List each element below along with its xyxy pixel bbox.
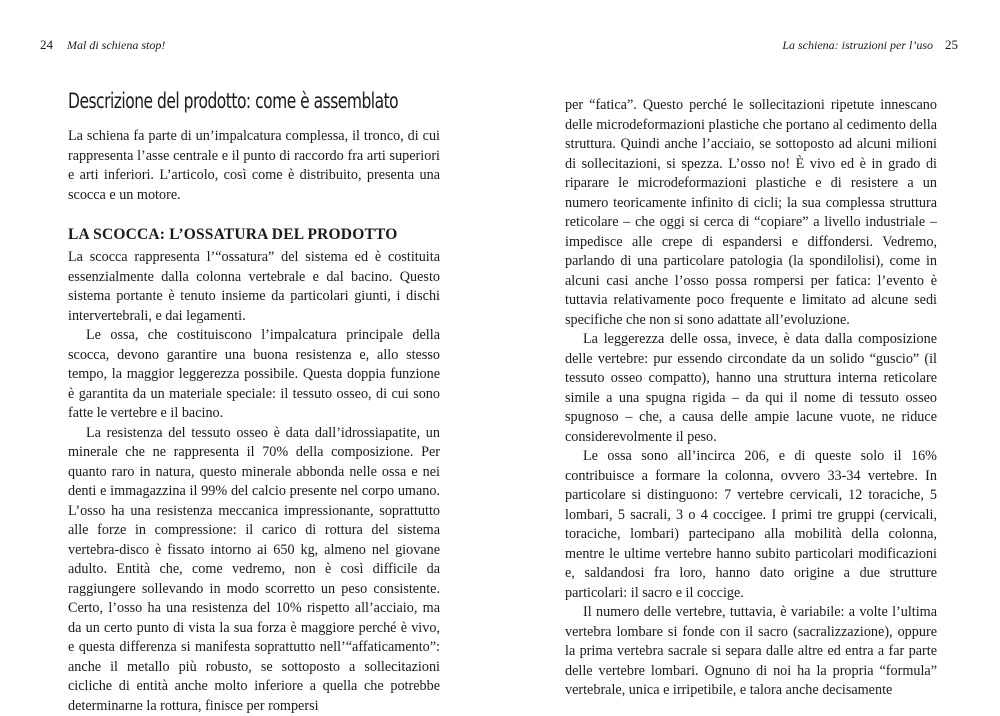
right-running-title: La schiena: istruzioni per l’uso bbox=[782, 38, 933, 52]
body-paragraph: Le ossa sono all’incirca 206, e di queste solo il 16% contribuisce a formare la colonna, ovvero 33-34 vertebre. In particolare si distinguono: 7 vertebre cervicali, 12 toraciche, 5 lombari, 5 sacrali, 3 o 4 coccigee. I primi tre gruppi (cervicali, toraciche, lombari) partecipano alla mobilità della colonna, mentre le ultime vertebre hanno subito particolari modificazioni e, saldandosi fra loro, hanno dato origine a due strutture particolari: il sacro e il coccige. bbox=[565, 447, 937, 603]
body-paragraph: La leggerezza delle ossa, invece, è data dalla composizione delle vertebre: pur essendo circondate da un solido “guscio” (il tessuto osseo compatto), hanno una struttura interna reticolare simile a una spugna rigida – da qui il nome di tessuto osseo spugnoso – che, a causa delle ampie lacune vuote, ne riduce considerevolmente il peso. bbox=[565, 330, 937, 447]
right-page-number: 25 bbox=[945, 37, 958, 52]
left-page-number: 24 bbox=[40, 37, 53, 52]
section-title: Descrizione del prodotto: come è assemblato bbox=[68, 88, 373, 114]
body-paragraph: La resistenza del tessuto osseo è data dall’idrossiapatite, un minerale che ne rappresenta il 70% della composizione. Per quanto raro in natura, questo minerale abbonda nelle ossa e nei denti e immagazzina il 99% del calcio presente nel corpo umano. L’osso ha una resistenza meccanica impressionante, soprattutto alle forze in compressione: il carico di rottura del sistema vertebra-disco è fissato intorno ai 650 kg, almeno nel giovane adulto. Entità che, come vedremo, non è così difficile da raggiungere sollevando in modo scorretto un peso consistente. Certo, l’osso ha una resistenza del 10% rispetto all’acciaio, ma da un certo punto di vista la sua forza è maggiore perché è vivo, e questa differenza si manifesta soprattutto nell’“affaticamento”: anche il metallo più robusto, se sottoposto a sollecitazioni cicliche di entità anche molto inferiore a quella che potrebbe determinarne la rottura, finisce per rompersi bbox=[68, 424, 440, 716]
subheading: LA SCOCCA: L’OSSATURA DEL PRODOTTO bbox=[68, 225, 440, 245]
body-paragraph: Le ossa, che costituiscono l’impalcatura principale della scocca, devono garantire una buona resistenza e, allo stesso tempo, la maggior leggerezza possibile. Questa doppia funzione è garantita da un materiale speciale: il tessuto osseo, di cui sono fatte le vertebre e il bacino. bbox=[68, 326, 440, 424]
body-paragraph: La scocca rappresenta l’“ossatura” del sistema ed è costituita essenzialmente dalla colonna vertebrale e dal bacino. Questo sistema portante è tenuto insieme da particolari giunti, i dischi intervertebrali, e dai legamenti. bbox=[68, 248, 440, 326]
right-page-body bbox=[565, 96, 937, 701]
body-paragraph: per “fatica”. Questo perché le sollecitazioni ripetute innescano delle microdeformazioni plastiche che portano al cedimento della struttura. Quindi anche l’acciaio, se sottoposto ad alcuni milioni di sollecitazioni, si spezza. L’osso no! È vivo ed è in grado di riparare le microdeformazioni plastiche e di resistere a un numero teoricamente infinito di cicli; la sua complessa struttura reticolare – che oggi si cerca di “copiare” a livello industriale – impedisce alle crepe di espandersi e diffondersi. Vedremo, parlando di una particolare patologia (la spondilolisi), come in alcuni casi anche l’osso possa rompersi per fatica: l’evento è tuttavia relativamente poco frequente e limitato ad alcune sedi specifiche che non si sono adattate all’evoluzione. bbox=[565, 96, 937, 330]
intro-paragraph: La schiena fa parte di un’impalcatura complessa, il tronco, di cui rappresenta l’asse centrale e il punto di raccordo fra arti superiori e arti inferiori. L’articolo, così come è distribuito, presenta una scocca e un motore. bbox=[68, 127, 440, 205]
body-paragraph: Il numero delle vertebre, tuttavia, è variabile: a volte l’ultima vertebra lombare si fonde con il sacro (sacralizzazione), oppure la prima vertebra sacrale si separa dalle altre ed entra a far parte delle vertebre lombari. Ognuno di noi ha la propria “formula” vertebrale, unica e irripetibile, e talora anche decisamente bbox=[565, 603, 937, 701]
right-running-header bbox=[782, 38, 958, 52]
left-running-header bbox=[40, 38, 165, 52]
left-page-body bbox=[68, 88, 440, 716]
left-running-title: Mal di schiena stop! bbox=[67, 38, 165, 52]
